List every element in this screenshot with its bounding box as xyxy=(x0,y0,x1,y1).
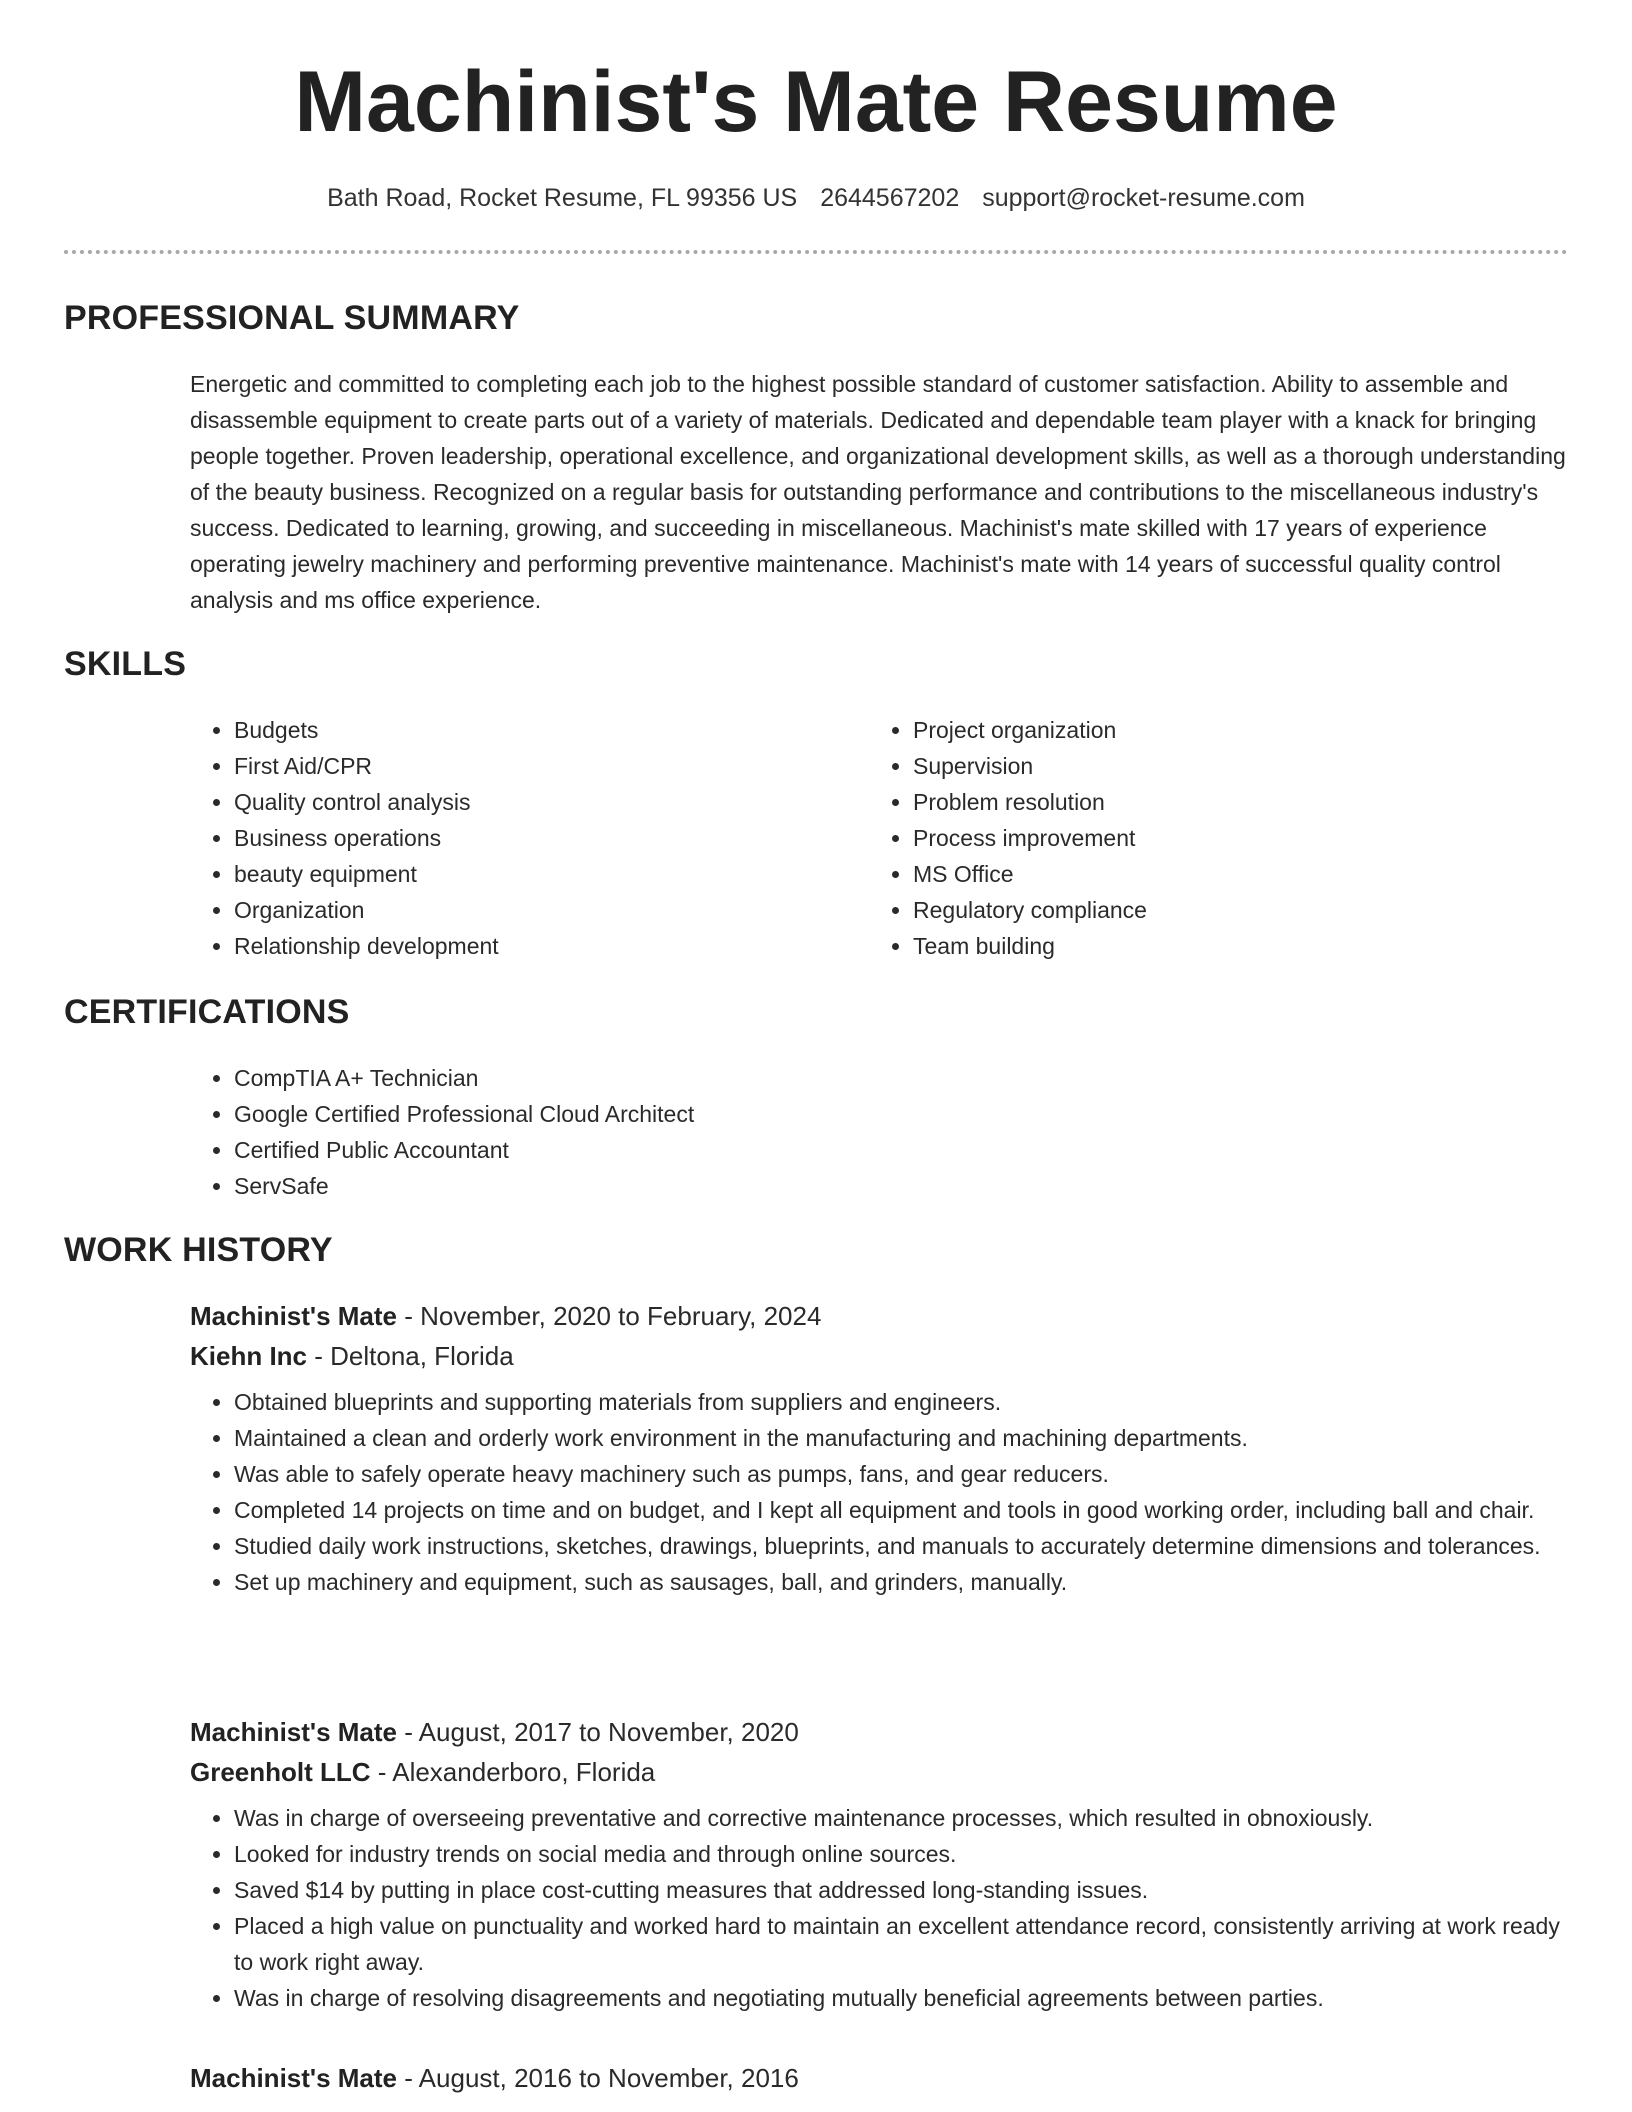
skill-item: • MS Office xyxy=(913,856,1509,892)
certification-item: • Google Certified Professional Cloud Architect xyxy=(234,1096,694,1132)
job-bullet: • Was able to safely operate heavy machinery such as pumps, fans, and gear reducers. xyxy=(234,1456,1570,1492)
skill-item: • Regulatory compliance xyxy=(913,892,1509,928)
job-bullet: • Maintained a clean and orderly work environment in the manufacturing and machining departments. xyxy=(234,1420,1570,1456)
job-company-line xyxy=(190,1752,1570,1792)
job-bullet: • Saved $14 by putting in place cost-cutting measures that addressed long-standing issues. xyxy=(234,1872,1570,1908)
job-bullet: • Studied daily work instructions, sketches, drawings, blueprints, and manuals to accurately determine dimensions and tolerances. xyxy=(234,1528,1570,1564)
job-title: Machinist's Mate xyxy=(190,1717,398,1747)
skill-item: • Quality control analysis xyxy=(234,784,830,820)
skill-item: • Business operations xyxy=(234,820,830,856)
certifications-list xyxy=(190,1060,694,1204)
job-bullet: • Placed a high value on punctuality and worked hard to maintain an excellent attendance record, consistently arriving at work ready to work right away. xyxy=(234,1908,1570,1980)
job-dates: - November, 2020 to February, 2024 xyxy=(397,1301,822,1331)
contact-phone: 2644567202 xyxy=(820,184,960,212)
certification-item: • CompTIA A+ Technician xyxy=(234,1060,694,1096)
job-location: - Deltona, Florida xyxy=(307,1341,514,1371)
skills-list-right xyxy=(869,712,1509,964)
contact-line xyxy=(0,180,1632,216)
skill-item: • Team building xyxy=(913,928,1509,964)
job-company: Kiehn Inc xyxy=(190,1341,308,1371)
skill-item: • Process improvement xyxy=(913,820,1509,856)
job-title: Machinist's Mate xyxy=(190,1301,398,1331)
job-entry xyxy=(190,1712,1570,2016)
page-title: Machinist's Mate Resume xyxy=(294,54,1338,150)
certifications-heading: CERTIFICATIONS xyxy=(64,993,350,1031)
job-title-line xyxy=(190,1296,1570,1336)
job-bullet: • Completed 14 projects on time and on budget, and I kept all equipment and tools in good working order, including ball and chair. xyxy=(234,1492,1570,1528)
job-title: Machinist's Mate xyxy=(190,2063,398,2093)
skill-item: • Project organization xyxy=(913,712,1509,748)
job-title-line xyxy=(190,1712,1570,1752)
job-bullet: • Obtained blueprints and supporting materials from suppliers and engineers. xyxy=(234,1384,1570,1420)
summary-text: Energetic and committed to completing each job to the highest possible standard of customer satisfaction. Ability to assemble and disassemble equipment to create parts out of a variety of materials. Dedicated and dependable team player with a knack for bringing people together. Proven leadership, operational excellence, and organizational development skills, as well as a thorough understanding of the beauty business. Recognized on a regular basis for outstanding performance and contributions to the miscellaneous industry's success. Dedicated to learning, growing, and succeeding in miscellaneous. Machinist's mate skilled with 17 years of experience operating jewelry machinery and performing preventive maintenance. Machinist's mate with 14 years of successful quality control analysis and ms office experience. xyxy=(190,371,1566,613)
certification-item: • ServSafe xyxy=(234,1168,694,1204)
job-bullet: • Was in charge of overseeing preventative and corrective maintenance processes, which resulted in obnoxiously. xyxy=(234,1800,1570,1836)
job-bullet: • Set up machinery and equipment, such as sausages, ball, and grinders, manually. xyxy=(234,1564,1570,1600)
job-dates: - August, 2016 to November, 2016 xyxy=(397,2063,799,2093)
certification-item: • Certified Public Accountant xyxy=(234,1132,694,1168)
skill-item: • Organization xyxy=(234,892,830,928)
skills-list-left xyxy=(190,712,830,964)
skill-item: • First Aid/CPR xyxy=(234,748,830,784)
work-history-heading: WORK HISTORY xyxy=(64,1231,333,1269)
contact-address: Bath Road, Rocket Resume, FL 99356 US xyxy=(327,184,798,212)
header-divider xyxy=(64,250,1568,254)
skills-heading: SKILLS xyxy=(64,645,187,683)
job-title-line xyxy=(190,2058,1570,2098)
skill-item: • Supervision xyxy=(913,748,1509,784)
job-company: Greenholt LLC xyxy=(190,1757,371,1787)
skill-item: • Problem resolution xyxy=(913,784,1509,820)
job-bullets xyxy=(190,1800,1570,2016)
job-location: - Alexanderboro, Florida xyxy=(370,1757,656,1787)
skill-item: • beauty equipment xyxy=(234,856,830,892)
job-bullet: • Was in charge of resolving disagreements and negotiating mutually beneficial agreements between parties. xyxy=(234,1980,1570,2016)
job-entry xyxy=(190,2058,1570,2098)
skill-item: • Relationship development xyxy=(234,928,830,964)
job-company-line xyxy=(190,1336,1570,1376)
job-bullet: • Looked for industry trends on social media and through online sources. xyxy=(234,1836,1570,1872)
job-dates: - August, 2017 to November, 2020 xyxy=(397,1717,799,1747)
summary-heading: PROFESSIONAL SUMMARY xyxy=(64,299,520,337)
skill-item: • Budgets xyxy=(234,712,830,748)
contact-email: support@rocket-resume.com xyxy=(982,184,1305,212)
job-bullets xyxy=(190,1384,1570,1600)
job-entry xyxy=(190,1296,1570,1600)
